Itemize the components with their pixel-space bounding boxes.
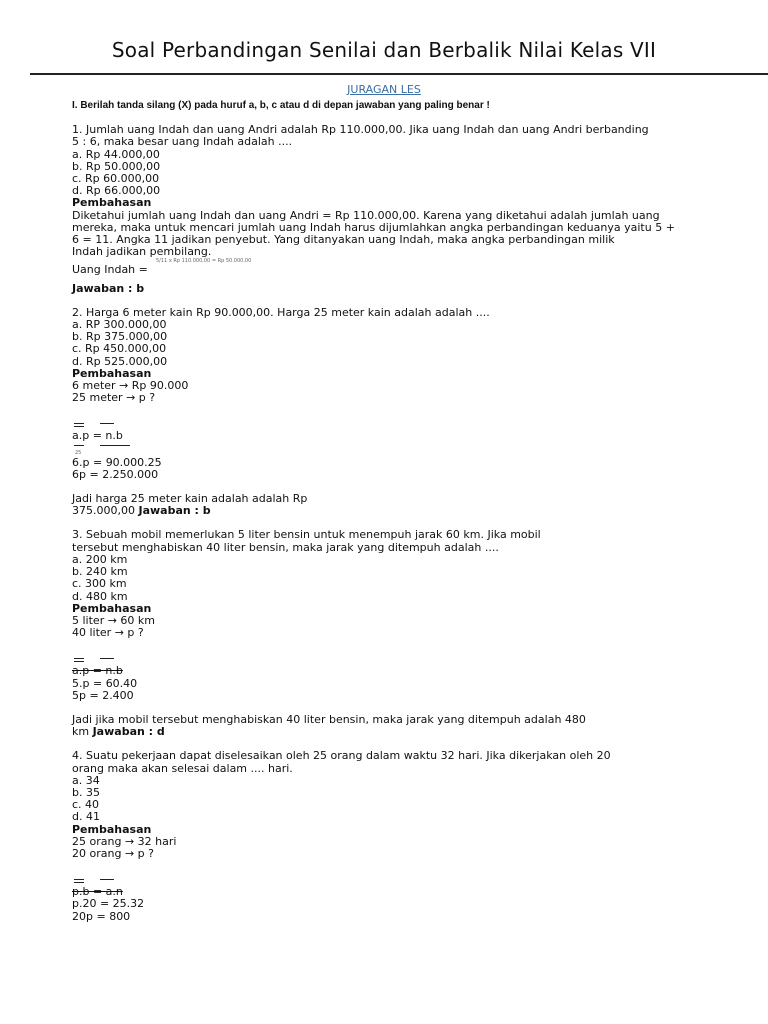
instruction: I. Berilah tanda silang (X) pada huruf a, b, c atau d di depan jawaban yang paling benar !	[72, 100, 490, 111]
question-text: 3. Sebuah mobil memerlukan 5 liter bensin untuk menempuh jarak 60 km. Jika mobil	[72, 528, 541, 542]
formula: p.b = a.n	[72, 885, 123, 899]
conclusion-line	[72, 505, 692, 517]
option-a: a. 34	[72, 773, 100, 787]
step: 5.p = 60.40	[72, 676, 138, 690]
brand-link[interactable]: JURAGAN LES	[347, 83, 421, 96]
fraction-equation	[72, 872, 692, 886]
pembahasan-heading: Pembahasan	[72, 601, 152, 615]
answer: Jawaban : b	[72, 281, 145, 295]
given: 20 orang → p ?	[72, 846, 154, 860]
conclusion: km	[72, 725, 90, 739]
option-a: a. 200 km	[72, 552, 128, 566]
given: 5 liter → 60 km	[72, 613, 155, 627]
formula: a.p = n.b	[72, 429, 123, 443]
fraction-equation	[72, 651, 692, 665]
conclusion-line	[72, 726, 692, 738]
step: 6.p = 90.000.25	[72, 455, 162, 469]
conclusion: Jadi harga 25 meter kain adalah adalah Rp	[72, 492, 308, 506]
question-text: 2. Harga 6 meter kain Rp 90.000,00. Harga 25 meter kain adalah adalah ....	[72, 305, 490, 319]
formula: a.p = n.b	[72, 664, 123, 678]
question-text: tersebut menghabiskan 40 liter bensin, maka jarak yang ditempuh adalah ....	[72, 540, 499, 554]
explanation: mereka, maka untuk mencari jumlah uang Indah harus dijumlahkan angka perbandingan keduanya yaitu 5 +	[72, 220, 675, 234]
tiny-formula: 5/11 x Rp 110.000,00 = Rp 50.000,00	[156, 258, 252, 265]
option-a: a. Rp 44.000,00	[72, 147, 160, 161]
option-c: c. 300 km	[72, 577, 127, 591]
option-b: b. 35	[72, 785, 100, 799]
step: p.20 = 25.32	[72, 897, 145, 911]
option-d: d. Rp 525.000,00	[72, 354, 168, 368]
question-text: 4. Suatu pekerjaan dapat diselesaikan oleh 25 orang dalam waktu 32 hari. Jika dikerjakan oleh 20	[72, 749, 611, 763]
given: 25 meter → p ?	[72, 391, 156, 405]
question-2	[72, 307, 692, 518]
option-b: b. Rp 50.000,00	[72, 159, 161, 173]
question-text: 5 : 6, maka besar uang Indah adalah ....	[72, 135, 293, 149]
calc-label: Uang Indah =	[72, 263, 148, 277]
option-c: c. 40	[72, 798, 100, 812]
step: 20p = 800	[72, 909, 131, 923]
pembahasan-heading: Pembahasan	[72, 822, 152, 836]
question-text: orang maka akan selesai dalam .... hari.	[72, 761, 293, 775]
conclusion: Jadi jika mobil tersebut menghabiskan 40 liter bensin, maka jarak yang ditempuh adalah 480	[72, 712, 586, 726]
conclusion: 375.000,00	[72, 504, 135, 518]
option-d: d. 480 km	[72, 589, 128, 603]
pembahasan-heading: Pembahasan	[72, 196, 152, 210]
answer: Jawaban : d	[92, 725, 165, 739]
option-b: b. 240 km	[72, 565, 128, 579]
option-d: d. 41	[72, 810, 100, 824]
question-3	[72, 529, 692, 738]
option-b: b. Rp 375.000,00	[72, 330, 168, 344]
option-a: a. RP 300.000,00	[72, 318, 167, 332]
fraction-equation	[72, 416, 692, 430]
option-c: c. Rp 60.000,00	[72, 172, 160, 186]
question-1	[72, 124, 692, 295]
fraction-equation	[72, 443, 692, 457]
option-d: d. Rp 66.000,00	[72, 184, 161, 198]
given: 6 meter → Rp 90.000	[72, 379, 189, 393]
page-title: Soal Perbandingan Senilai dan Berbalik Nilai Kelas VII	[111, 38, 657, 62]
question-text: 1. Jumlah uang Indah dan uang Andri adalah Rp 110.000,00. Jika uang Indah dan uang Andri berbanding	[72, 123, 649, 137]
step: 5p = 2.400	[72, 688, 134, 702]
given: 25 orang → 32 hari	[72, 834, 177, 848]
step: 6p = 2.250.000	[72, 467, 159, 481]
explanation: Indah jadikan pembilang.	[72, 245, 212, 259]
pembahasan-heading: Pembahasan	[72, 366, 152, 380]
question-4	[72, 750, 692, 922]
title-divider	[30, 73, 768, 75]
explanation: 6 = 11. Angka 11 jadikan penyebut. Yang ditanyakan uang Indah, maka angka perbandingan milik	[72, 233, 615, 247]
option-c: c. Rp 450.000,00	[72, 342, 167, 356]
tiny-label: 25	[75, 449, 82, 456]
document-body	[72, 100, 692, 923]
given: 40 liter → p ?	[72, 626, 144, 640]
answer: Jawaban : b	[138, 504, 211, 518]
explanation: Diketahui jumlah uang Indah dan uang Andri = Rp 110.000,00. Karena yang diketahui adalah jumlah uang	[72, 208, 660, 222]
